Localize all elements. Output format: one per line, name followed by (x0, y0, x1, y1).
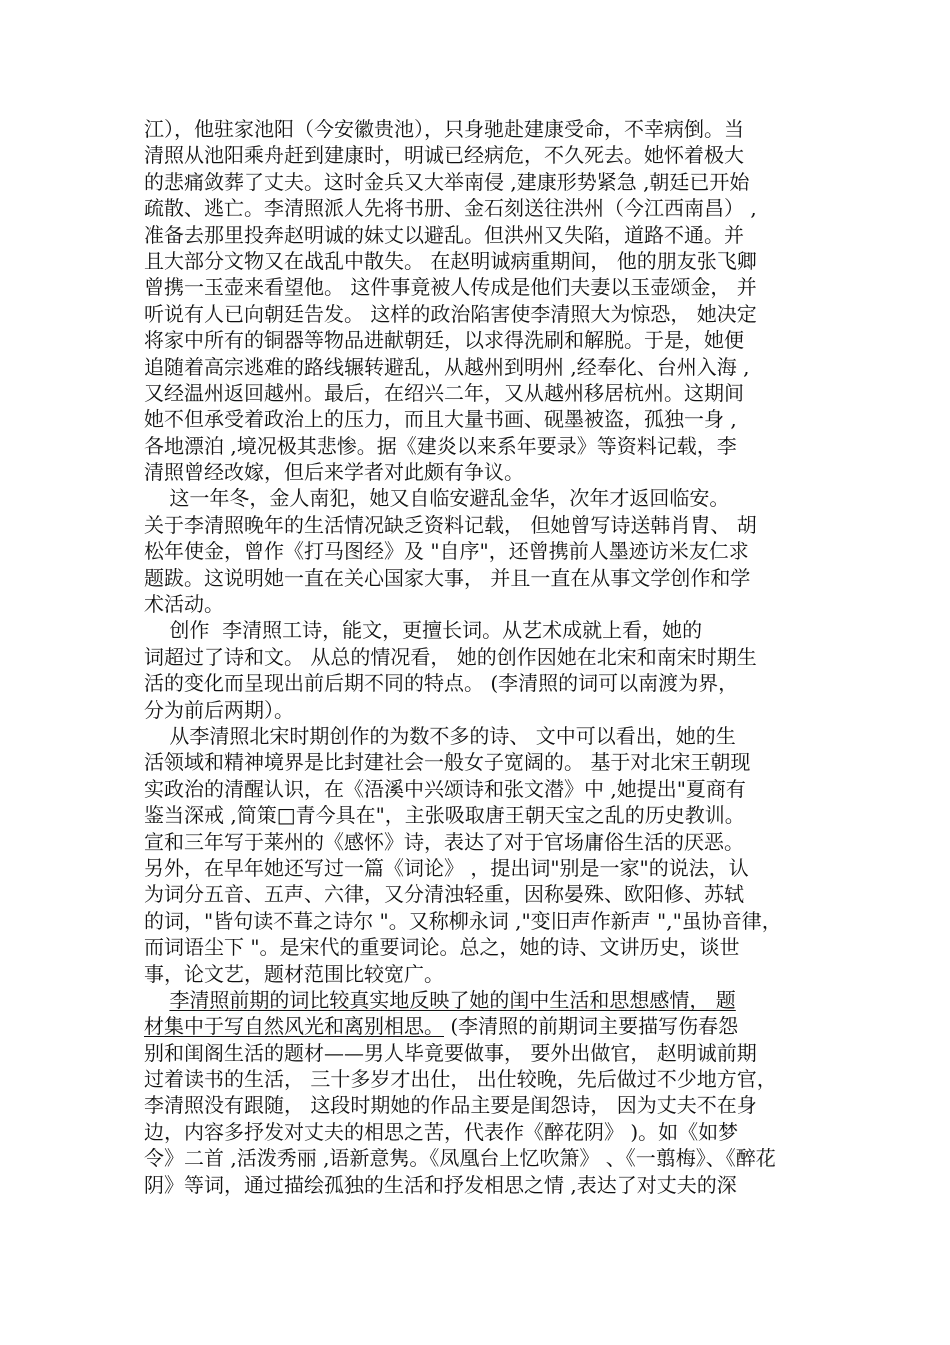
text-line: 准备去那里投奔赵明诚的妹丈以避乱。但洪州又失陷，道路不通。并 (144, 222, 744, 247)
body-text (144, 116, 824, 1198)
text-line: 令》二首 ,活泼秀丽 ,语新意隽。《凤凰台上忆吹箫》 、《一翦梅》、《醉花 (144, 1146, 776, 1171)
text-line: 松年使金，曾作《打马图经》及 "自序"，还曾携前人墨迹访米友仁求 (144, 539, 749, 564)
text-line: 关于李清照晚年的生活情况缺乏资料记载， 但她曾写诗送韩肖胄、 胡 (144, 512, 757, 537)
text-line: 术活动。 (144, 592, 224, 617)
text-line: 且大部分文物又在战乱中散失。 在赵明诚病重期间， 他的朋友张飞卿 (144, 248, 757, 273)
text-line: 将家中所有的铜器等物品进献朝廷，以求得洗刷和解脱。于是，她便 (144, 328, 744, 353)
text-line: 追随着高宗逃难的路线辗转避乱，从越州到明州 ,经奉化、台州入海 , (144, 354, 750, 379)
text-line: 鉴当深戒 ,简策□青今具在"，主张吸取唐王朝天宝之乱的历史教训。 (144, 803, 745, 828)
text-line: 活的变化而呈现出前后期不同的特点。 (李清照的词可以南渡为界， (144, 671, 739, 696)
text-line: 又经温州返回越州。最后，在绍兴二年，又从越州移居杭州。这期间 (144, 380, 744, 405)
text-line: 从李清照北宋时期创作的为数不多的诗、 文中可以看出，她的生 (144, 723, 736, 748)
underlined-text: 材集中于写自然风光和离别相思。 (144, 1014, 444, 1039)
text-line: 听说有人已向朝廷告发。 这样的政治陷害使李清照大为惊恐， 她决定 (144, 301, 757, 326)
text-line: 另外，在早年她还写过一篇《词论》 ，提出词"别是一家"的说法，认 (144, 855, 749, 880)
text-line: 阴》等词，通过描绘孤独的生活和抒发相思之情 ,表达了对丈夫的深 (144, 1172, 737, 1197)
underlined-text: 李清照前期的词比较真实地反映了她的闺中生活和思想感情， 题 (169, 987, 736, 1012)
text-line: 题跋。这说明她一直在关心国家大事， 并且一直在从事文学创作和学 (144, 565, 751, 590)
text-line: 各地漂泊 ,境况极其悲惨。据《建炎以来系年要录》等资料记载，李 (144, 433, 737, 458)
text-line: 她不但承受着政治上的压力，而且大量书画、砚墨被盗，孤独一身 , (144, 407, 737, 432)
text-line: 别和闺阁生活的题材——男人毕竟要做事， 要外出做官， 赵明诚前期 (144, 1040, 757, 1065)
text-segment: (李清照的前期词主要描写伤春怨 (444, 1014, 739, 1039)
text-line: 过着读书的生活， 三十多岁才出仕， 出仕较晚，先后做过不少地方官， (144, 1067, 777, 1092)
text-line: 活领域和精神境界是比封建社会一般女子宽阔的。 基于对北宋王朝现 (144, 750, 751, 775)
text-line: 清照从池阳乘舟赶到建康时，明诚已经病危，不久死去。她怀着极大 (144, 143, 744, 168)
text-line: 李清照没有跟随， 这段时期她的作品主要是闺怨诗， 因为丈夫不在身 (144, 1093, 757, 1118)
text-line: 分为前后两期）。 (144, 697, 294, 722)
text-line: 为词分五音、五声、六律，又分清浊轻重，因称晏殊、欧阳修、苏轼 (144, 882, 744, 907)
text-line: 的词，"皆句读不葺之诗尔 "。又称柳永词 ,"变旧声作新声 ","虽协音律， (144, 908, 782, 933)
text-line: 清照曾经改嫁，但后来学者对此颇有争议。 (144, 460, 524, 485)
underlined-line (144, 1013, 824, 1039)
text-line: 而词语尘下 "。是宋代的重要词论。总之，她的诗、文讲历史，谈世 (144, 935, 740, 960)
text-line: 词超过了诗和文。 从总的情况看， 她的创作因她在北宋和南宋时期生 (144, 644, 757, 669)
text-line: 宣和三年写于莱州的《感怀》诗，表达了对于官场庸俗生活的厌恶。 (144, 829, 744, 854)
text-line: 的悲痛敛葬了丈夫。这时金兵又大举南侵 ,建康形势紧急 ,朝廷已开始 (144, 169, 750, 194)
text-line: 事，论文艺，题材范围比较宽广。 (144, 961, 444, 986)
text-line: 这一年冬，金人南犯，她又自临安避乱金华，次年才返回临安。 (144, 486, 730, 511)
text-line: 曾携一玉壶来看望他。 这件事竟被人传成是他们夫妻以玉壶颂金， 并 (144, 275, 757, 300)
text-line: 疏散、逃亡。李清照派人先将书册、金石刻送往洪州（今江西南昌） , (144, 196, 757, 221)
text-line: 边，内容多抒发对丈夫的相思之苦，代表作《醉花阴》 )。如《如梦 (144, 1119, 739, 1144)
text-line: 创作 李清照工诗，能文，更擅长词。从艺术成就上看，她的 (144, 618, 703, 643)
underlined-line (144, 987, 824, 1013)
text-line: 实政治的清醒认识，在《浯溪中兴颂诗和张文潜》中 ,她提出"夏商有 (144, 776, 746, 801)
text-line: 江），他驻家池阳（今安徽贵池），只身驰赴建康受命，不幸病倒。当 (144, 117, 744, 141)
